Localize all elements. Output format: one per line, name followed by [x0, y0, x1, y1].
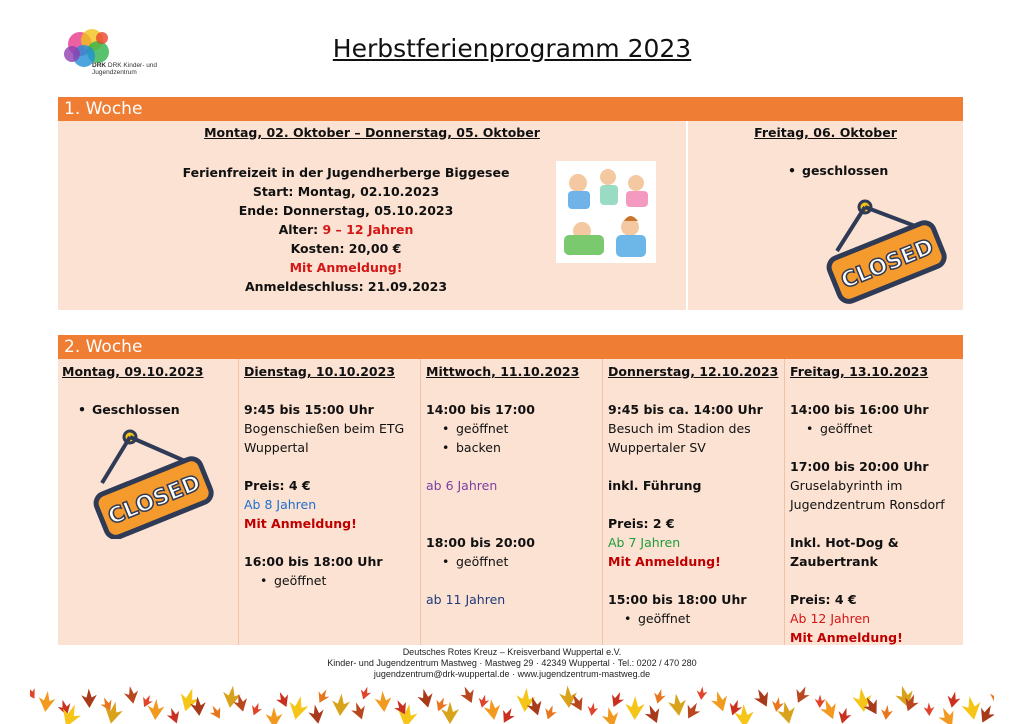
tour-note: inkl. Führung	[608, 478, 702, 493]
trip-line: Ferienfreizeit in der Jugendherberge Biggesee	[182, 165, 510, 180]
week2-friday	[786, 361, 963, 645]
page-title: Herbstferienprogramm 2023	[332, 34, 692, 63]
price: Preis: 4 €	[790, 592, 857, 607]
day-heading: Mittwoch, 11.10.2023	[426, 364, 580, 379]
closed-sign-text: CLOSED	[837, 234, 938, 295]
time-slot: 16:00 bis 18:00 Uhr	[244, 554, 383, 569]
age-info: Ab 7 Jahren	[608, 535, 681, 550]
week1-right-panel	[688, 121, 963, 310]
day-heading: Freitag, 13.10.2023	[790, 364, 929, 379]
activity: Besuch im Stadion des	[608, 421, 751, 436]
footer-line: Kinder- und Jugendzentrum Mastweg · Mastweg 29 · 42349 Wuppertal · Tel.: 0202 / 470 280	[327, 658, 697, 668]
open-item: • geöffnet	[608, 609, 780, 628]
week2-header: 2. Woche	[58, 335, 963, 359]
day-heading: Donnerstag, 12.10.2023	[608, 364, 779, 379]
time-slot: 15:00 bis 18:00 Uhr	[608, 592, 747, 607]
open-item: • geöffnet	[426, 419, 598, 438]
sleeping-kids-illustration	[556, 161, 656, 263]
week2-tuesday	[240, 361, 420, 645]
day-heading: Montag, 09.10.2023	[62, 364, 204, 379]
activity: Wuppertaler SV	[608, 440, 706, 455]
age-info: ab 6 Jahren	[426, 478, 498, 493]
registration-note: Mit Anmeldung!	[608, 554, 721, 569]
time-slot: 17:00 bis 20:00 Uhr	[790, 459, 929, 474]
time-slot: 9:45 bis 15:00 Uhr	[244, 402, 374, 417]
footer-line: jugendzentrum@drk-wuppertal.de · www.jugendzentrum-mastweg.de	[373, 669, 651, 679]
activity: Gruselabyrinth im	[790, 478, 903, 493]
monday-closed-item: • Geschlossen	[62, 400, 234, 419]
closed-sign-text: CLOSED	[104, 470, 205, 531]
activity-item: • backen	[426, 438, 598, 457]
age-info: ab 11 Jahren	[426, 592, 506, 607]
day-heading: Dienstag, 10.10.2023	[244, 364, 396, 379]
activity: Bogenschießen beim ETG	[244, 421, 405, 436]
activity: Jugendzentrum Ronsdorf	[790, 497, 945, 512]
trip-line: Ende: Donnerstag, 05.10.2023	[238, 203, 454, 218]
week1-trip-info	[176, 163, 516, 296]
time-slot: 14:00 bis 16:00 Uhr	[790, 402, 929, 417]
price: Preis: 4 €	[244, 478, 311, 493]
trip-registration: Mit Anmeldung!	[289, 260, 403, 275]
open-item: • geöffnet	[426, 552, 598, 571]
trip-age: Alter: 9 – 12 Jahren	[278, 222, 414, 237]
autumn-leaves-border	[30, 683, 994, 724]
extras: Inkl. Hot-Dog &	[790, 535, 899, 550]
registration-note: Mit Anmeldung!	[244, 516, 357, 531]
registration-note: Mit Anmeldung!	[790, 630, 903, 645]
closed-sign-icon	[88, 425, 220, 539]
trip-line: Start: Montag, 02.10.2023	[252, 184, 440, 199]
week2-wednesday	[422, 361, 602, 645]
footer	[0, 647, 1024, 680]
week1-header: 1. Woche	[58, 97, 963, 121]
logo-text: DRK DRK Kinder- und Jugendzentrum	[92, 62, 158, 76]
week1-left-panel	[58, 121, 686, 310]
time-slot: 14:00 bis 17:00	[426, 402, 535, 417]
week2-monday	[58, 361, 238, 645]
week1-right-heading: Freitag, 06. Oktober	[754, 125, 897, 140]
trip-cost: Kosten: 20,00 €	[290, 241, 402, 256]
footer-line: Deutsches Rotes Kreuz – Kreisverband Wuppertal e.V.	[402, 647, 622, 657]
activity: Wuppertal	[244, 440, 309, 455]
price: Preis: 2 €	[608, 516, 675, 531]
extras: Zaubertrank	[790, 554, 878, 569]
week2-thursday	[604, 361, 784, 645]
age-info: Ab 8 Jahren	[244, 497, 317, 512]
open-item: • geöffnet	[790, 419, 959, 438]
time-slot: 18:00 bis 20:00	[426, 535, 535, 550]
week1-left-heading: Montag, 02. Oktober – Donnerstag, 05. Oktober	[204, 125, 540, 140]
time-slot: 9:45 bis ca. 14:00 Uhr	[608, 402, 763, 417]
age-info: Ab 12 Jahren	[790, 611, 871, 626]
closed-sign-icon	[823, 191, 951, 305]
week1-closed-item: • geschlossen	[788, 163, 888, 178]
trip-deadline: Anmeldeschluss: 21.09.2023	[244, 279, 448, 294]
open-item: • geöffnet	[244, 571, 416, 590]
